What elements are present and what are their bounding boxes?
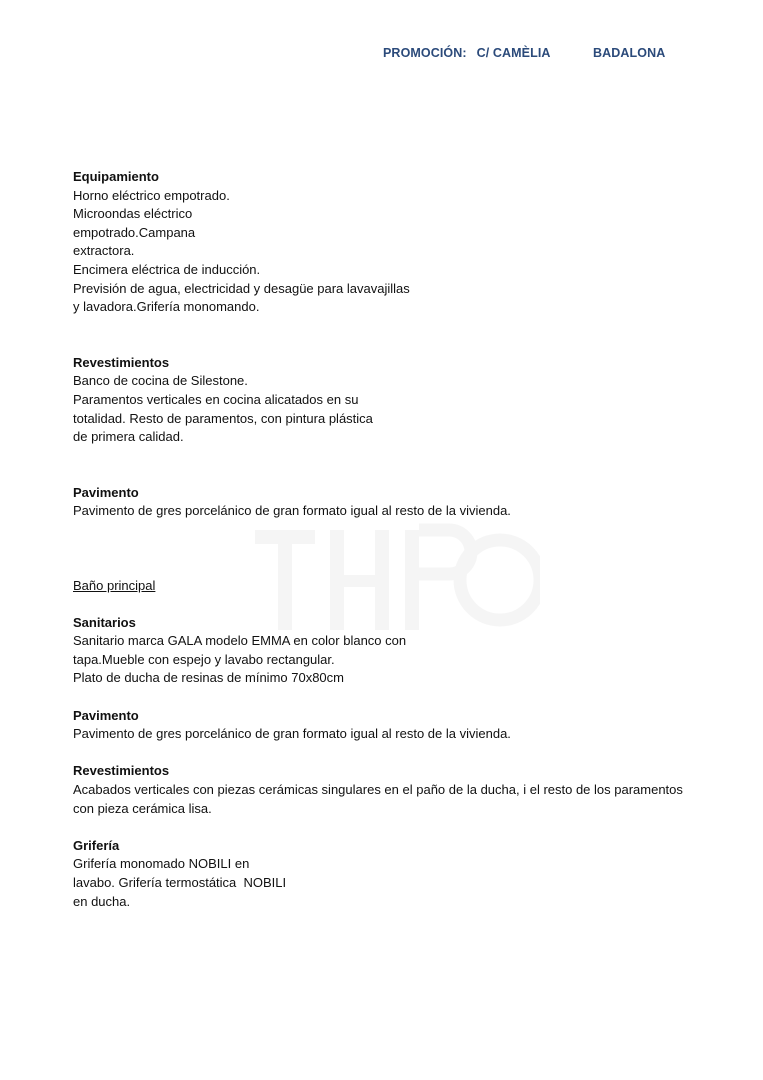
section-title: Sanitarios — [73, 614, 136, 630]
text-line: Acabados verticales con piezas cerámicas singulares en el paño de la ducha, i el resto de los paramentos — [73, 782, 683, 798]
promotion-header — [383, 46, 551, 60]
text-line: Grifería monomado NOBILI en — [73, 856, 250, 872]
text-line: extractora. — [73, 243, 135, 259]
text-line: Horno eléctrico empotrado. — [73, 187, 230, 203]
text-line: Sanitario marca GALA modelo EMMA en color blanco con — [73, 633, 407, 649]
section-title: Equipamiento — [73, 169, 159, 184]
text-line: Banco de cocina de Silestone. — [73, 373, 248, 389]
text-line: Pavimento de gres porcelánico de gran formato igual al resto de la vivienda. — [73, 503, 511, 519]
text-line: Encimera eléctrica de inducción. — [73, 261, 261, 277]
section-title: Revestimientos — [73, 763, 170, 779]
text-line: de primera calidad. — [73, 429, 184, 445]
bathroom-coverings-section — [73, 762, 723, 818]
city-header: BADALONA — [593, 46, 666, 60]
bathroom-flooring-section — [73, 707, 723, 744]
text-line: lavabo. Grifería termostática NOBILI — [73, 875, 287, 890]
text-line: Plato de ducha de resinas de mínimo 70x80cm — [73, 670, 344, 686]
specifications-content — [73, 168, 723, 911]
kitchen-flooring-section — [73, 484, 723, 521]
bathroom-heading: Baño principal — [73, 577, 156, 593]
text-line: y lavadora.Grifería monomando. — [73, 299, 260, 315]
kitchen-equipment-section — [73, 168, 723, 317]
section-title: Pavimento — [73, 707, 139, 723]
section-title: Pavimento — [73, 484, 139, 500]
text-line: Microondas eléctrico — [73, 206, 193, 222]
section-title: Grifería — [73, 837, 120, 853]
promotion-label: PROMOCIÓN: — [383, 46, 467, 60]
text-line: tapa.Mueble con espejo y lavabo rectangular. — [73, 651, 335, 667]
bathroom-sanitary-section — [73, 614, 723, 688]
text-line: Paramentos verticales en cocina alicatados en su — [73, 391, 359, 407]
text-line: Previsión de agua, electricidad y desagüe para lavavajillas — [73, 280, 410, 296]
bathroom-faucets-section — [73, 837, 723, 911]
promotion-address: C/ CAMÈLIA — [476, 46, 551, 60]
kitchen-coverings-section — [73, 354, 723, 447]
text-line: Pavimento de gres porcelánico de gran formato igual al resto de la vivienda. — [73, 726, 511, 742]
text-line: empotrado.Campana — [73, 224, 196, 240]
text-line: en ducha. — [73, 893, 131, 909]
text-line: con pieza cerámica lisa. — [73, 800, 212, 816]
text-line: totalidad. Resto de paramentos, con pintura plástica — [73, 410, 373, 426]
section-title: Revestimientos — [73, 354, 170, 370]
